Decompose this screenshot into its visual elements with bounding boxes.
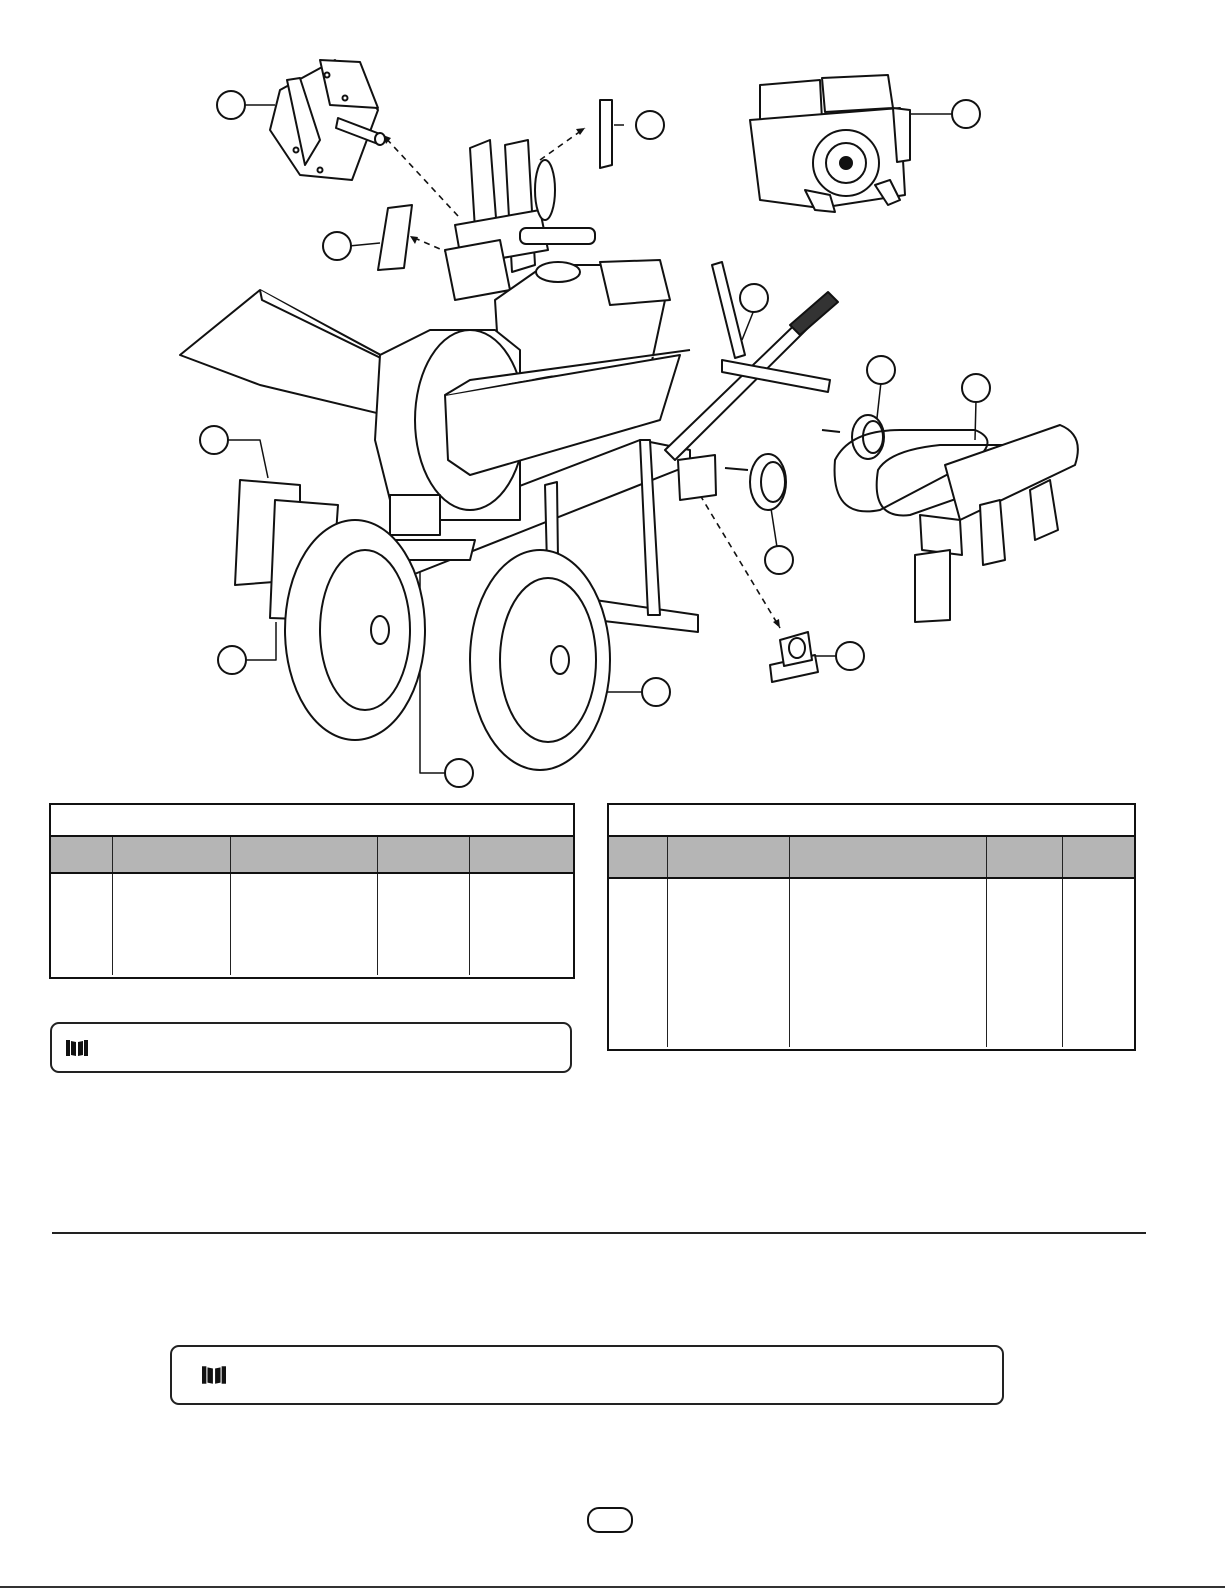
callout-12 [642,678,670,706]
col-header [378,837,470,872]
section-divider [52,1232,1146,1234]
table-cell [609,879,668,1047]
manual-note-box-1 [50,1022,572,1073]
callout-1 [217,91,245,119]
callout-13 [445,759,473,787]
bearing-bracket-part [678,455,716,500]
parts-table-2-header [609,837,1134,879]
blade-part-2 [378,205,412,270]
col-header [51,837,113,872]
callout-8 [200,426,228,454]
col-header [609,837,668,877]
manual-book-icon [66,1039,88,1057]
col-header [231,837,378,872]
table-cell [987,879,1063,1047]
table-cell [51,874,113,975]
parts-table-2 [607,803,1136,1051]
table-cell [470,874,573,975]
parts-table-1-title [51,805,573,837]
table-cell [231,874,378,975]
exploded-parts-diagram [0,0,1225,790]
chipper-body [180,260,698,770]
parts-table-1 [49,803,575,979]
col-header [668,837,790,877]
col-header [790,837,987,877]
callout-3 [323,232,351,260]
callout-11 [836,642,864,670]
callout-2 [636,111,664,139]
manual-note-box-2 [170,1345,1004,1405]
table-cell [113,874,231,975]
engine-part [750,75,910,212]
parts-table-2-title [609,805,1134,837]
page-number-badge [587,1507,633,1533]
table-cell [790,879,987,1047]
table-cell [668,879,790,1047]
callout-6 [867,356,895,384]
pulley-part [725,415,884,510]
callout-9 [218,646,246,674]
col-header [1063,837,1134,877]
col-header [987,837,1063,877]
col-header [470,837,573,872]
table-cell [1063,879,1134,1047]
col-header [113,837,231,872]
manual-book-icon [202,1365,226,1385]
callout-7 [962,374,990,402]
parts-table-1-header [51,837,573,874]
parts-table-2-body [609,879,1134,1047]
callout-4 [952,100,980,128]
blade-part [600,100,612,168]
parts-table-1-body [51,874,573,975]
table-cell [378,874,470,975]
callout-5 [740,284,768,312]
pillow-block-bearing-part [770,632,818,682]
callout-10 [765,546,793,574]
chipper-disc-part [270,60,385,180]
